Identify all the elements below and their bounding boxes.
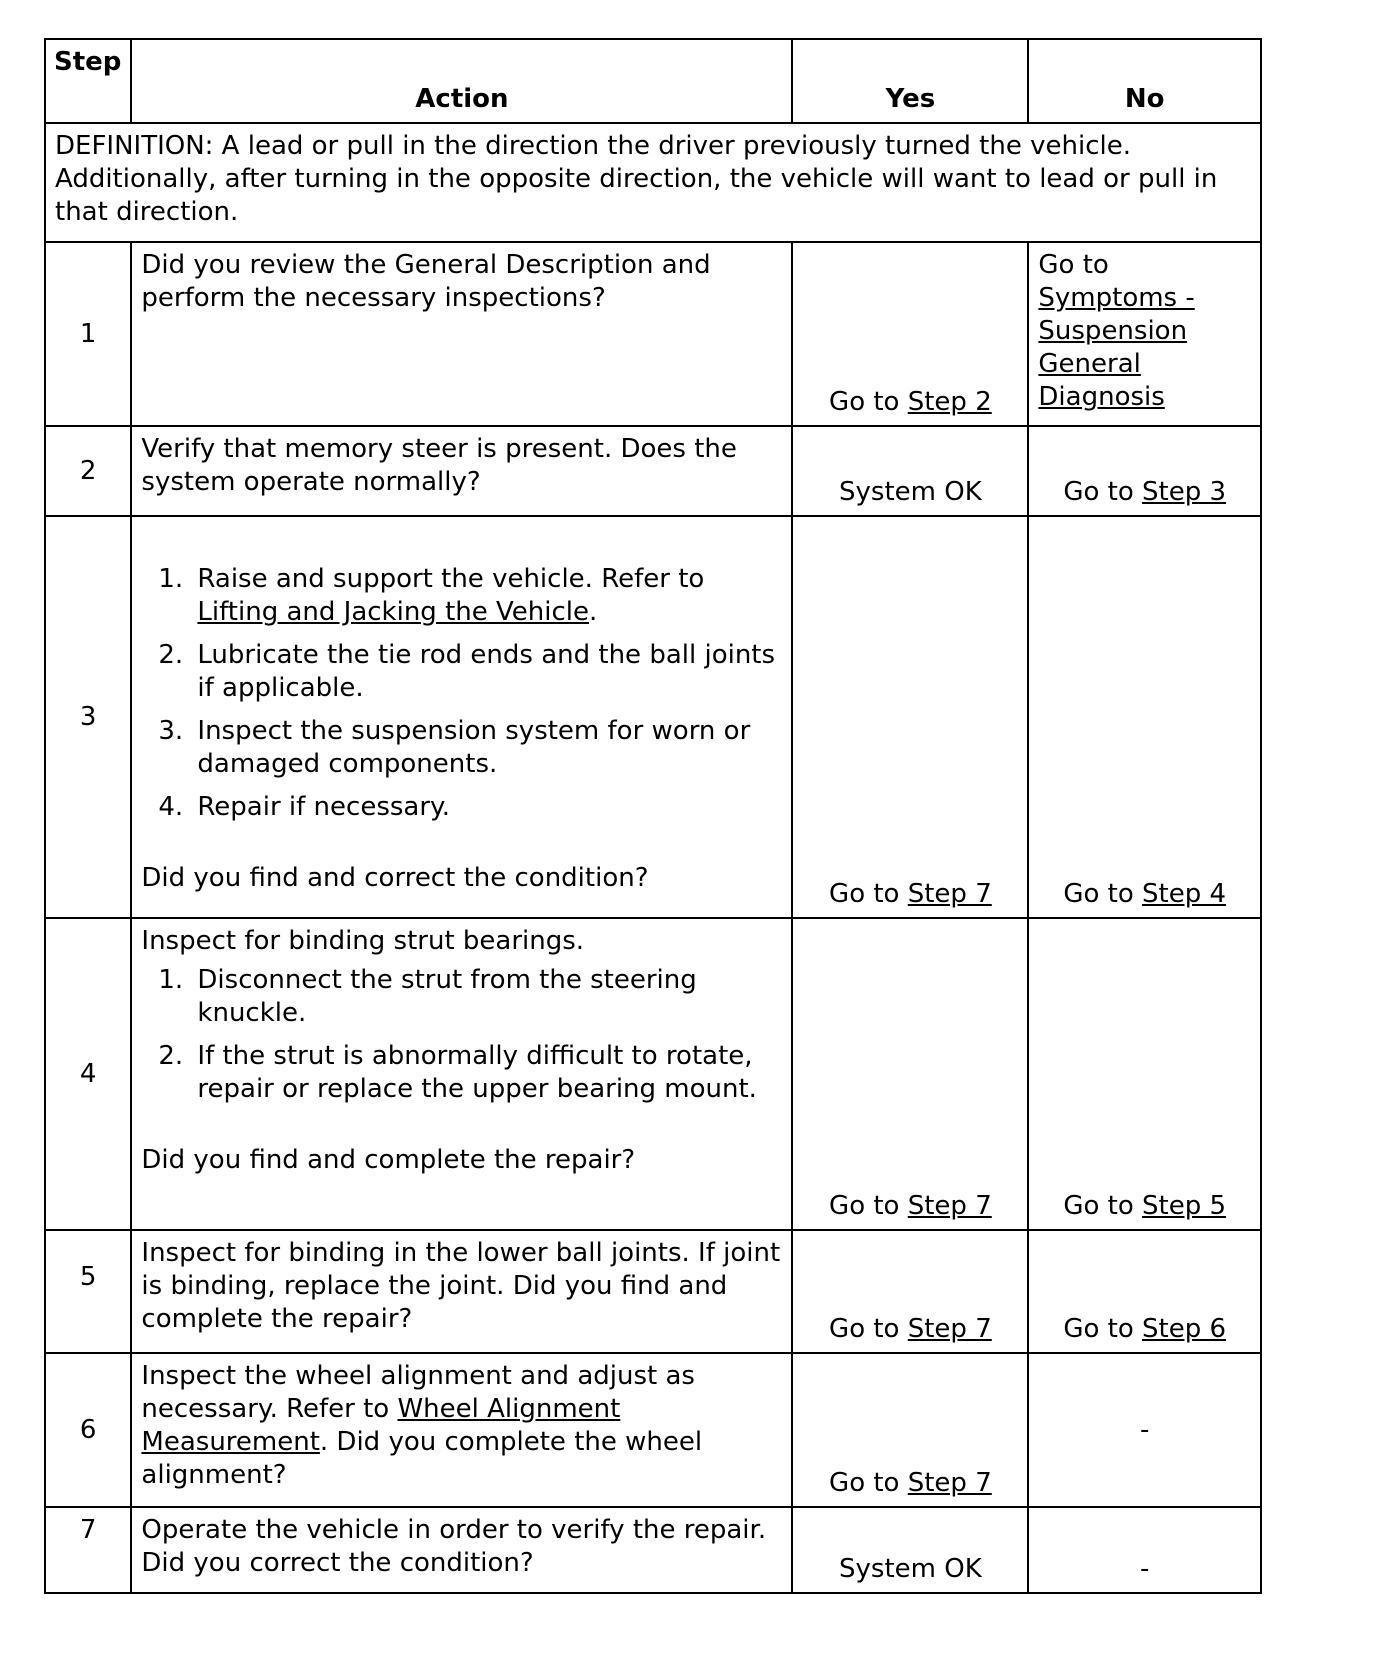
definition-row (45, 123, 1261, 242)
header-no: No (1028, 39, 1261, 123)
yes-cell: System OK (792, 426, 1028, 516)
yes-cell (792, 242, 1028, 426)
step-number: 1 (45, 242, 131, 426)
no-cell: - (1028, 1353, 1261, 1507)
table-row (45, 1507, 1261, 1593)
action-text: Operate the vehicle in order to verify the repair. Did you correct the condition? (131, 1507, 792, 1593)
goto-text: Go to (829, 1191, 908, 1221)
yes-cell: System OK (792, 1507, 1028, 1593)
table-row (45, 1353, 1261, 1507)
no-cell (1028, 426, 1261, 516)
action-text-part: . Did you complete the wheel alignment? (141, 1427, 703, 1490)
yes-cell (792, 1353, 1028, 1507)
goto-text: Go to (1063, 1191, 1143, 1221)
no-cell (1028, 242, 1261, 426)
link-step-5[interactable]: Step 5 (1142, 1191, 1227, 1221)
step-number: 7 (45, 1507, 131, 1593)
table-row (45, 426, 1261, 516)
step-number: 5 (45, 1230, 131, 1353)
action-text (131, 918, 792, 1230)
header-yes: Yes (792, 39, 1028, 123)
goto-text: Go to (829, 879, 908, 909)
goto-text: Go to (829, 1314, 908, 1344)
table-row (45, 918, 1261, 1230)
definition: DEFINITION: A lead or pull in the direction the driver previously turned the vehicle. Additionally, after turning in the opposite direction, the vehicle will want to lead or pull in that direction. (45, 123, 1261, 242)
action-text (131, 516, 792, 918)
link-step-3[interactable]: Step 3 (1142, 477, 1227, 507)
link-step-7[interactable]: Step 7 (907, 1314, 992, 1344)
list-item: 2. Lubricate the tie rod ends and the ball joints if applicable. (191, 639, 782, 705)
action-text-part: Inspect the wheel alignment and adjust as necessary. Refer to (141, 1361, 695, 1424)
goto-text: Go to (1063, 477, 1143, 507)
list-item (191, 563, 782, 629)
list-item: 1. Disconnect the strut from the steering knuckle. (191, 964, 782, 1030)
action-text (131, 1353, 792, 1507)
goto-text: Go to (829, 387, 908, 417)
no-cell (1028, 516, 1261, 918)
question-text: Did you find and complete the repair? (141, 1145, 636, 1175)
yes-cell (792, 1230, 1028, 1353)
step-number: 6 (45, 1353, 131, 1507)
link-wheel-alignment[interactable]: Wheel Alignment Measurement (141, 1394, 621, 1457)
no-cell: - (1028, 1507, 1261, 1593)
goto-text: Go to (829, 1468, 908, 1498)
link-step-7[interactable]: Step 7 (907, 879, 992, 909)
goto-text: Go to (1063, 1314, 1143, 1344)
link-step-6[interactable]: Step 6 (1142, 1314, 1227, 1344)
step-number: 3 (45, 516, 131, 918)
step-number: 2 (45, 426, 131, 516)
question-text: Did you find and correct the condition? (141, 863, 649, 893)
yes-cell (792, 918, 1028, 1230)
link-step-2[interactable]: Step 2 (907, 387, 992, 417)
link-step-7[interactable]: Step 7 (907, 1468, 992, 1498)
action-text: Inspect for binding in the lower ball joints. If joint is binding, replace the joint. Did you find and complete the repair? (131, 1230, 792, 1353)
intro-text: Inspect for binding strut bearings. (141, 926, 585, 956)
list-item: 3. Inspect the suspension system for worn or damaged components. (191, 715, 782, 781)
goto-text: Go to (1038, 250, 1109, 280)
item-text: Raise and support the vehicle. Refer to (197, 564, 705, 594)
table-row (45, 242, 1261, 426)
goto-text: Go to (1063, 879, 1143, 909)
link-step-7[interactable]: Step 7 (907, 1191, 992, 1221)
header-row (45, 39, 1261, 123)
header-step: Step (45, 39, 131, 123)
step-number: 4 (45, 918, 131, 1230)
yes-cell (792, 516, 1028, 918)
link-step-4[interactable]: Step 4 (1142, 879, 1227, 909)
table-row (45, 1230, 1261, 1353)
table-row (45, 516, 1261, 918)
header-action: Action (131, 39, 792, 123)
item-text: . (589, 597, 598, 627)
no-cell (1028, 918, 1261, 1230)
no-cell (1028, 1230, 1261, 1353)
link-lifting-jacking[interactable]: Lifting and Jacking the Vehicle (197, 597, 589, 627)
diagnostic-table (44, 38, 1262, 1594)
list-item: 2. If the strut is abnormally difficult to rotate, repair or replace the upper bearing mount. (191, 1040, 782, 1106)
list-item: 4. Repair if necessary. (191, 791, 782, 824)
action-text: Did you review the General Description and perform the necessary inspections? (131, 242, 792, 426)
action-text: Verify that memory steer is present. Does the system operate normally? (131, 426, 792, 516)
link-symptoms[interactable]: Symptoms - Suspension General Diagnosis (1038, 283, 1195, 412)
